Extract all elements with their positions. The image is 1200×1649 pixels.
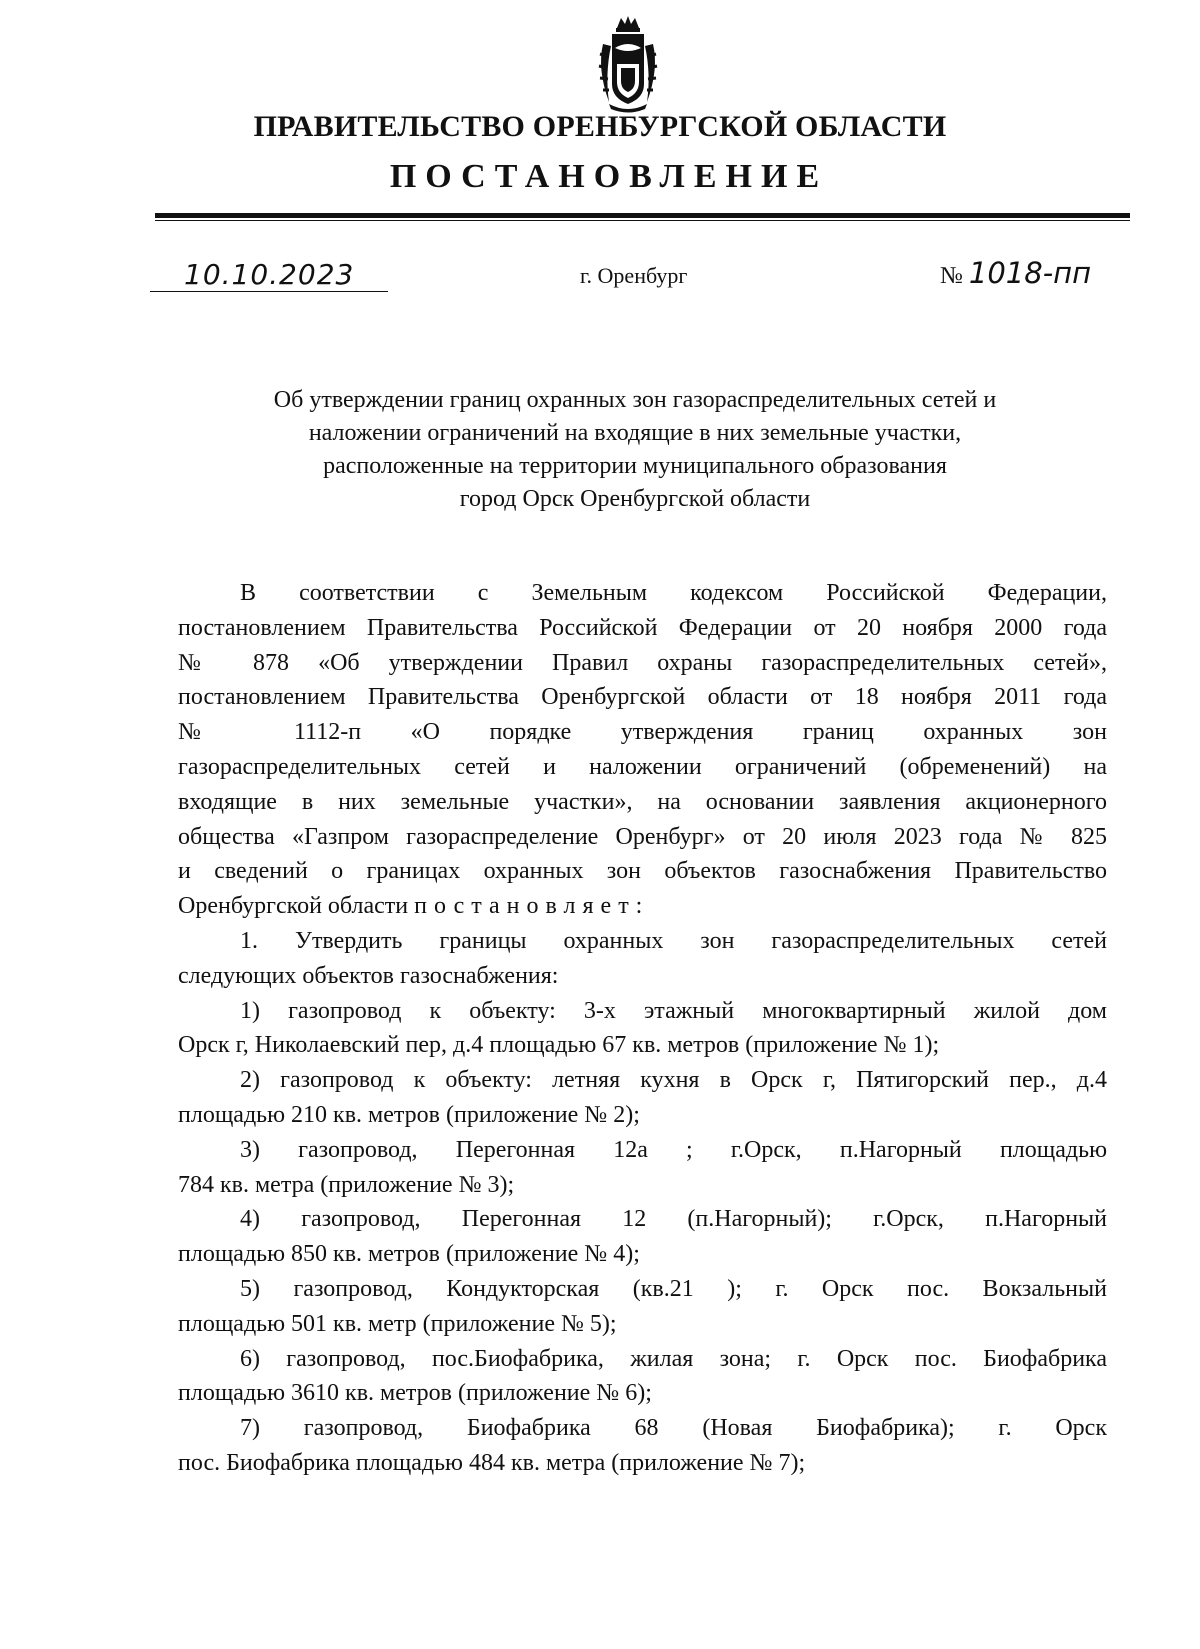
item-1-line: 1. Утвердить границы охранных зон газораспределительных сетей: [240, 927, 1107, 954]
number-value: 1018-пп: [968, 256, 1092, 290]
date-underline: [150, 291, 388, 292]
subject-line: расположенные на территории муниципального образования: [323, 453, 947, 479]
subitem-line: 6) газопровод, пос.Биофабрика, жилая зона; г. Орск пос. Биофабрика: [240, 1345, 1107, 1372]
preamble-line: № 1112-п «О порядке утверждения границ охранных зон: [178, 719, 1107, 746]
preamble-line: постановлением Правительства Российской Федерации от 20 ноября 2000 года: [178, 614, 1107, 641]
document-city: г. Оренбург: [580, 263, 688, 288]
preamble-line: газораспределительных сетей и наложении ограничений (обременений) на: [178, 753, 1107, 780]
number-prefix: №: [940, 263, 963, 289]
document-subject: [170, 384, 1100, 516]
subject-line: Об утверждении границ охранных зон газораспределительных сетей и: [273, 387, 997, 413]
preamble-line: входящие в них земельные участки», на основании заявления акционерного: [178, 788, 1107, 815]
organization-title: ПРАВИТЕЛЬСТВО ОРЕНБУРГСКОЙ ОБЛАСТИ: [253, 110, 947, 143]
preamble-line: № 878 «Об утверждении Правил охраны газораспределительных сетей»,: [178, 649, 1107, 676]
preamble-line: общества «Газпром газораспределение Оренбург» от 20 июля 2023 года № 825: [178, 823, 1107, 850]
document-body: [178, 576, 1107, 1481]
subitem-line: 2) газопровод к объекту: летняя кухня в Орск г, Пятигорский пер., д.4: [240, 1067, 1107, 1094]
document-date: [150, 258, 390, 298]
subitem-line: 7) газопровод, Биофабрика 68 (Новая Биофабрика); г. Орск: [240, 1415, 1107, 1442]
document-type-title: ПОСТАНОВЛЕНИЕ: [389, 158, 829, 195]
header-divider-thin: [155, 220, 1130, 221]
subitem-line: площадью 3610 кв. метров (приложение № 6);: [178, 1380, 652, 1407]
preamble-line: постановлением Правительства Оренбургской области от 18 ноября 2011 года: [178, 684, 1107, 711]
subitem-line: 784 кв. метра (приложение № 3);: [178, 1171, 515, 1198]
subject-line: наложении ограничений на входящие в них земельные участки,: [308, 420, 962, 446]
item-1-line: следующих объектов газоснабжения:: [178, 962, 559, 989]
subitem-line: площадью 850 кв. метров (приложение № 4);: [178, 1241, 640, 1268]
subitem-line: площадью 210 кв. метров (приложение № 2);: [178, 1101, 640, 1128]
subitem-line: 1) газопровод к объекту: 3-х этажный многоквартирный жилой дом: [240, 997, 1107, 1024]
subject-line: город Орск Оренбургской области: [459, 486, 811, 512]
preamble-line: В соответствии с Земельным кодексом Российской Федерации,: [240, 580, 1107, 606]
subitem-line: площадью 501 кв. метр (приложение № 5);: [178, 1310, 617, 1337]
coat-of-arms-icon: [595, 14, 661, 114]
subitem-line: Орск г, Николаевский пер, д.4 площадью 67 кв. метров (приложение № 1);: [178, 1032, 940, 1059]
date-value: 10.10.2023: [184, 258, 355, 291]
header-divider-thick: [155, 213, 1130, 218]
preamble-final-line: [178, 889, 1107, 924]
preamble-line: и сведений о границах охранных зон объектов газоснабжения Правительство: [178, 858, 1107, 885]
subitem-line: 5) газопровод, Кондукторская (кв.21 ); г. Орск пос. Вокзальный: [240, 1275, 1107, 1302]
preamble-end: Оренбургской области: [178, 893, 409, 920]
subitem-line: 4) газопровод, Перегонная 12 (п.Нагорный); г.Орск, п.Нагорный: [240, 1206, 1107, 1233]
decree-word: постановляет:: [414, 893, 650, 920]
subitem-line: пос. Биофабрика площадью 484 кв. метра (приложение № 7);: [178, 1449, 806, 1476]
subitem-line: 3) газопровод, Перегонная 12а ; г.Орск, п.Нагорный площадью: [240, 1136, 1107, 1163]
document-number: [940, 256, 1091, 290]
